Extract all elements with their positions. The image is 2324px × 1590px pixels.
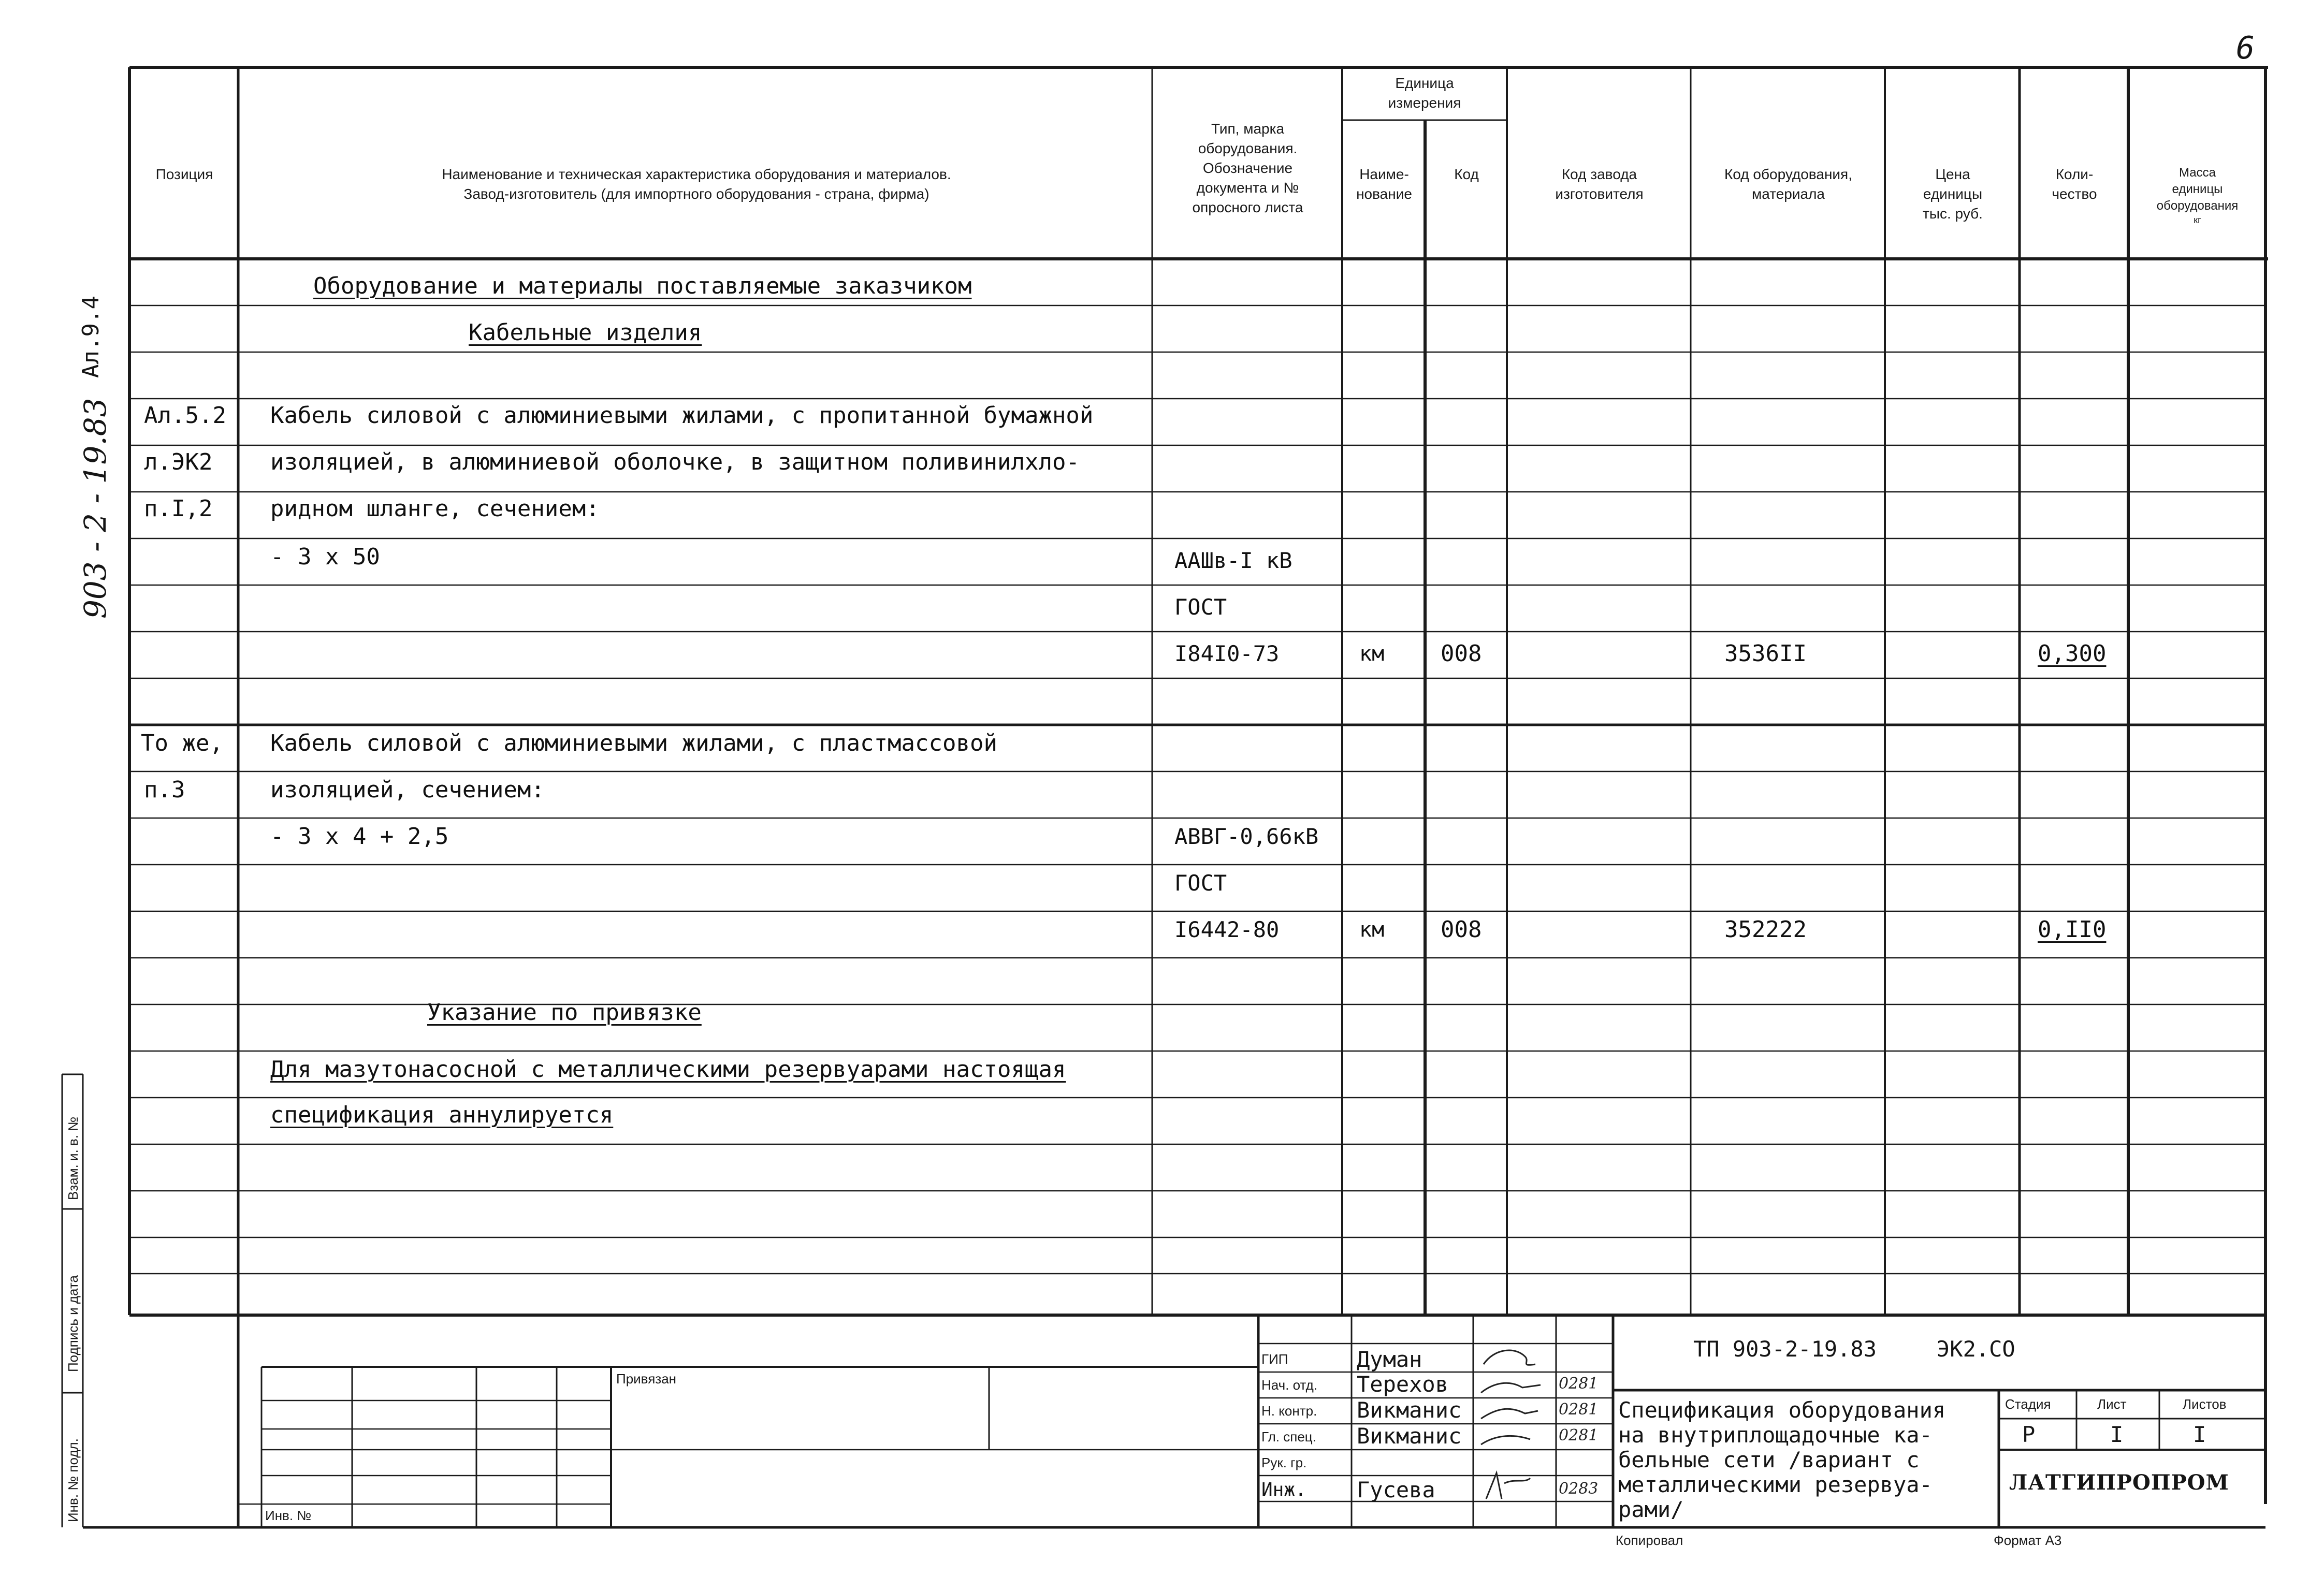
sheets-value: I (2193, 1422, 2206, 1447)
header-type-line: оборудования. (1198, 140, 1298, 156)
row-type: I6442-80 (1174, 917, 1280, 942)
header-qty-line: чество (2052, 186, 2097, 202)
person-name: Викманис (1357, 1423, 1462, 1449)
header-type-line: документа и № (1196, 180, 1299, 196)
section-title: Оборудование и материалы поставляемые заказчиком (313, 273, 972, 299)
sign-date: 0283 (1559, 1480, 1599, 1498)
person-name: Думан (1357, 1347, 1422, 1372)
margin-code: 903 - 2 - 19.83 (78, 398, 113, 619)
header-plant-code (1508, 165, 1691, 204)
sheet-value: I (2110, 1422, 2124, 1447)
header-mass-line: единицы (2172, 182, 2223, 196)
person-name: Гусева (1357, 1477, 1435, 1503)
stamp-podpis: Подпись и дата (65, 1275, 81, 1372)
doc-code: ТП 903-2-19.83 (1693, 1336, 1877, 1362)
header-unit-name (1343, 165, 1425, 204)
header-mass-line: оборудования (2156, 199, 2239, 213)
row-name: - 3 х 50 (270, 544, 380, 570)
organization: ЛАТГИПРОПРОМ (2009, 1470, 2229, 1495)
note-text: спецификация аннулируется (270, 1102, 614, 1128)
sign-date: 0281 (1559, 1375, 1599, 1393)
header-mass (2129, 165, 2265, 226)
role-label: Рук. гр. (1261, 1455, 1307, 1470)
row-equip-code: 352222 (1724, 916, 1807, 943)
description-line: Спецификация оборудования (1618, 1397, 1946, 1423)
person-name: Терехов (1357, 1372, 1449, 1397)
role-label: Инж. (1261, 1479, 1306, 1500)
header-type (1153, 119, 1342, 217)
row-name: изоляцией, сечением: (270, 777, 545, 803)
header-qty-line: Коли- (2055, 166, 2094, 182)
stamp-vzam: Взам. и. в. № (65, 1116, 81, 1200)
stamp-inv: Инв. № подл. (65, 1438, 81, 1522)
row-name: изоляцией, в алюминиевой оболочке, в защитном поливинилхло- (270, 449, 1080, 475)
role-label: ГИП (1261, 1351, 1288, 1367)
sheets-label: Листов (2183, 1396, 2227, 1412)
header-plant-code-line: Код завода (1561, 166, 1637, 182)
sign-date: 0281 (1559, 1401, 1599, 1419)
header-equip-code-line: Код оборудования, (1724, 166, 1852, 182)
role-label: Н. контр. (1261, 1403, 1317, 1419)
header-price (1886, 165, 2020, 224)
header-equip-code (1692, 165, 1885, 204)
header-position: Позиция (155, 166, 213, 182)
row-name: Кабель силовой с алюминиевыми жилами, с пластмассовой (270, 730, 997, 756)
row-type: АВВГ-0,66кВ (1174, 824, 1319, 849)
sign-date: 0281 (1559, 1426, 1599, 1445)
header-unit-group-line: измерения (1388, 95, 1461, 111)
stage-label: Стадия (2005, 1396, 2051, 1412)
row-unit: км (1359, 642, 1385, 666)
row-type: ААШв-I кВ (1174, 548, 1292, 573)
description-line: бельные сети /вариант с (1618, 1447, 1920, 1472)
row-name: ридном шланге, сечением: (270, 495, 600, 522)
note-title: Указание по привязке (427, 999, 702, 1026)
header-unit-name-line: нование (1356, 186, 1412, 202)
row-equip-code: 3536II (1724, 640, 1807, 667)
header-price-line: единицы (1923, 186, 1983, 202)
inv-no-label: Инв. № (265, 1508, 312, 1523)
header-unit-name-line: Наиме- (1359, 166, 1409, 182)
description-line: на внутриплощадочные ка- (1618, 1422, 1933, 1448)
row-name: - 3 х 4 + 2,5 (270, 823, 449, 850)
header-type-line: Обозначение (1202, 160, 1293, 176)
header-price-line: Цена (1935, 166, 1970, 182)
row-name: Кабель силовой с алюминиевыми жилами, с пропитанной бумажной (270, 402, 1094, 429)
row-code: 008 (1441, 916, 1482, 943)
row-type: ГОСТ (1174, 594, 1227, 620)
row-quantity: 0,II0 (2038, 916, 2107, 943)
header-unit-code: Код (1454, 166, 1479, 182)
row-code: 008 (1441, 640, 1482, 667)
header-unit-group (1342, 74, 1507, 113)
row-position: Ал.5.2 (144, 402, 226, 429)
doc-description (1618, 1398, 1945, 1522)
header-unit-group-line: Единица (1395, 75, 1454, 91)
row-type: I84I0-73 (1174, 641, 1280, 666)
kopiroval-label: Копировал (1616, 1533, 1683, 1548)
role-label: Гл. спец. (1261, 1429, 1316, 1445)
role-label: Нач. отд. (1261, 1377, 1317, 1393)
header-plant-code-line: изготовителя (1555, 186, 1644, 202)
description-line: рами/ (1618, 1497, 1684, 1522)
header-qty (2021, 165, 2128, 204)
person-name: Викманис (1357, 1397, 1462, 1423)
header-name-line1: Наименование и техническая характеристика оборудования и материалов. (442, 166, 951, 182)
note-text: Для мазутонасосной с металлическими резервуарами настоящая (270, 1056, 1066, 1083)
row-position: То же, (141, 730, 223, 756)
header-type-line: опросного листа (1192, 199, 1303, 215)
subsection-title: Кабельные изделия (469, 319, 702, 346)
format-label: Формат А3 (1994, 1533, 2062, 1548)
margin-album: Ал.9.4 (78, 296, 104, 378)
description-line: металлическими резервуа- (1618, 1472, 1933, 1497)
row-type: ГОСТ (1174, 870, 1227, 896)
sheet-code: ЭК2.СО (1937, 1336, 2015, 1362)
header-name-line2: Завод-изготовитель (для импортного оборудования - страна, фирма) (463, 186, 929, 202)
row-unit: км (1359, 918, 1385, 942)
row-position: п.3 (144, 777, 185, 803)
header-mass-line: Масса (2179, 166, 2216, 180)
sheet-label: Лист (2097, 1396, 2127, 1412)
page-number: 6 (2236, 30, 2255, 66)
stage-value: Р (2022, 1422, 2036, 1447)
header-type-line: Тип, марка (1211, 121, 1285, 137)
privyazan-label: Привязан (616, 1371, 677, 1387)
header-mass-line: кг (2194, 215, 2201, 225)
row-position: л.ЭК2 (144, 449, 213, 475)
header-equip-code-line: материала (1752, 186, 1825, 202)
header-price-line: тыс. руб. (1923, 206, 1983, 222)
signatures (1473, 1344, 1556, 1504)
row-position: п.I,2 (144, 495, 213, 522)
row-quantity: 0,300 (2038, 640, 2107, 667)
